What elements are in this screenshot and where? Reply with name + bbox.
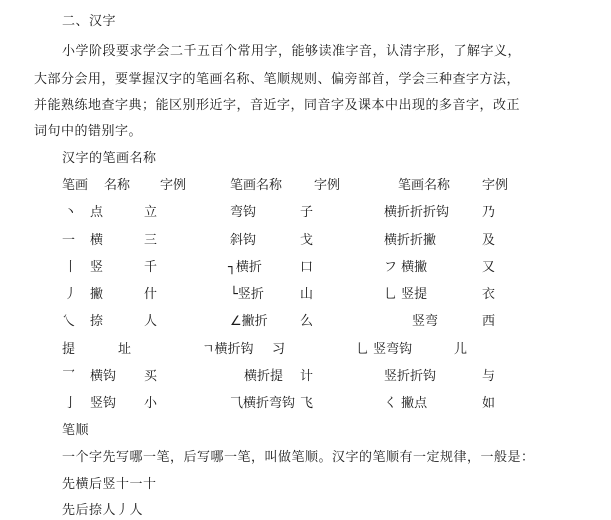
stroke-name: 址	[118, 342, 132, 357]
stroke-example-3: 儿	[454, 342, 468, 357]
stroke-name: 竖钩	[90, 396, 117, 411]
stroke-name-3: 横折折撇	[384, 233, 437, 248]
stroke-name-2: ∠撇折	[230, 314, 268, 329]
stroke-example-3: 及	[482, 233, 496, 248]
header-example-2: 字例	[314, 178, 341, 193]
header-stroke-name-3: 笔画名称	[398, 178, 451, 193]
stroke-name-3: 竖折折钩	[384, 369, 437, 384]
section-heading: 二、汉字	[62, 14, 117, 29]
stroke-example-3: 与	[482, 369, 496, 384]
stroke-example-2: 习	[272, 342, 286, 357]
stroke-name: 竖	[90, 260, 104, 275]
header-example: 字例	[160, 178, 187, 193]
stroke-name-2: 弯钩	[230, 205, 257, 220]
stroke-name: 横	[90, 233, 104, 248]
stroke-name-3: 乚 竖弯钩	[356, 342, 413, 357]
stroke-example-2: 么	[300, 314, 314, 329]
stroke-symbol: 乀	[62, 314, 76, 329]
stroke-section-title: 汉字的笔画名称	[62, 151, 157, 166]
stroke-name-2: ⺄横折弯钩	[230, 396, 296, 411]
stroke-name: 横钩	[90, 369, 117, 384]
paragraph-line-4: 词句中的错别字。	[34, 124, 143, 139]
stroke-example: 人	[144, 314, 158, 329]
header-example-3: 字例	[482, 178, 509, 193]
stroke-name-3: 横折折折钩	[384, 205, 450, 220]
header-stroke: 笔画	[62, 178, 89, 193]
stroke-example-3: 又	[482, 260, 496, 275]
stroke-name-3: く 撇点	[384, 396, 428, 411]
stroke-order-title: 笔顺	[62, 423, 90, 438]
stroke-example-3: 衣	[482, 287, 496, 302]
stroke-order-paragraph: 一个字先写哪一笔，后写哪一笔，叫做笔顺。汉字的笔顺有一定规律，一般是：	[62, 450, 535, 465]
stroke-symbol: 乛	[62, 369, 76, 384]
stroke-symbol: 亅	[64, 396, 78, 411]
stroke-example: 三	[144, 233, 158, 248]
stroke-name: 点	[90, 205, 104, 220]
stroke-example-2: 口	[300, 260, 314, 275]
stroke-example-2: 飞	[300, 396, 314, 411]
stroke-symbol: 丿	[64, 287, 78, 302]
stroke-name-3: 竖弯	[412, 314, 439, 329]
stroke-symbol: 一	[62, 233, 76, 248]
stroke-example-3: 如	[482, 396, 496, 411]
paragraph-line-2: 大部分会用，要掌握汉字的笔画名称、笔顺规则、偏旁部首，学会三种查字方法，	[34, 72, 521, 87]
stroke-example-2: 计	[300, 369, 314, 384]
stroke-name-2: ㄱ横折钩	[202, 342, 254, 357]
header-name: 名称	[104, 178, 131, 193]
stroke-example-3: 乃	[482, 205, 496, 220]
stroke-name-2: 斜钩	[230, 233, 257, 248]
stroke-name-3: フ 横撇	[384, 260, 428, 275]
stroke-name-2: └竖折	[230, 287, 264, 302]
stroke-example-2: 山	[300, 287, 314, 302]
stroke-order-rule-2: 先后捺人丿人	[62, 503, 144, 518]
stroke-example: 千	[144, 260, 158, 275]
stroke-example: 小	[144, 396, 158, 411]
stroke-order-rule-1: 先横后竖十一十	[62, 477, 157, 492]
header-stroke-name-2: 笔画名称	[230, 178, 283, 193]
stroke-name-3: 乚 竖提	[384, 287, 428, 302]
stroke-name-2: ┐横折	[228, 260, 262, 275]
stroke-example: 立	[144, 205, 158, 220]
paragraph-line-3: 并能熟练地查字典；能区别形近字，音近字，同音字及课本中出现的多音字，改正	[34, 98, 521, 113]
stroke-symbol: 丶	[64, 205, 78, 220]
stroke-name-2: 横折提	[244, 369, 284, 384]
stroke-example: 买	[144, 369, 158, 384]
stroke-name: 捺	[90, 314, 104, 329]
stroke-name: 撇	[90, 287, 104, 302]
stroke-example-2: 戈	[300, 233, 314, 248]
stroke-example-3: 西	[482, 314, 496, 329]
paragraph-line-1: 小学阶段要求学会二千五百个常用字，能够读准字音，认清字形，了解字义，	[62, 44, 522, 59]
stroke-example-2: 子	[300, 205, 314, 220]
stroke-symbol: 提	[62, 342, 76, 357]
stroke-example: 什	[144, 287, 158, 302]
stroke-symbol: 丨	[64, 260, 78, 275]
